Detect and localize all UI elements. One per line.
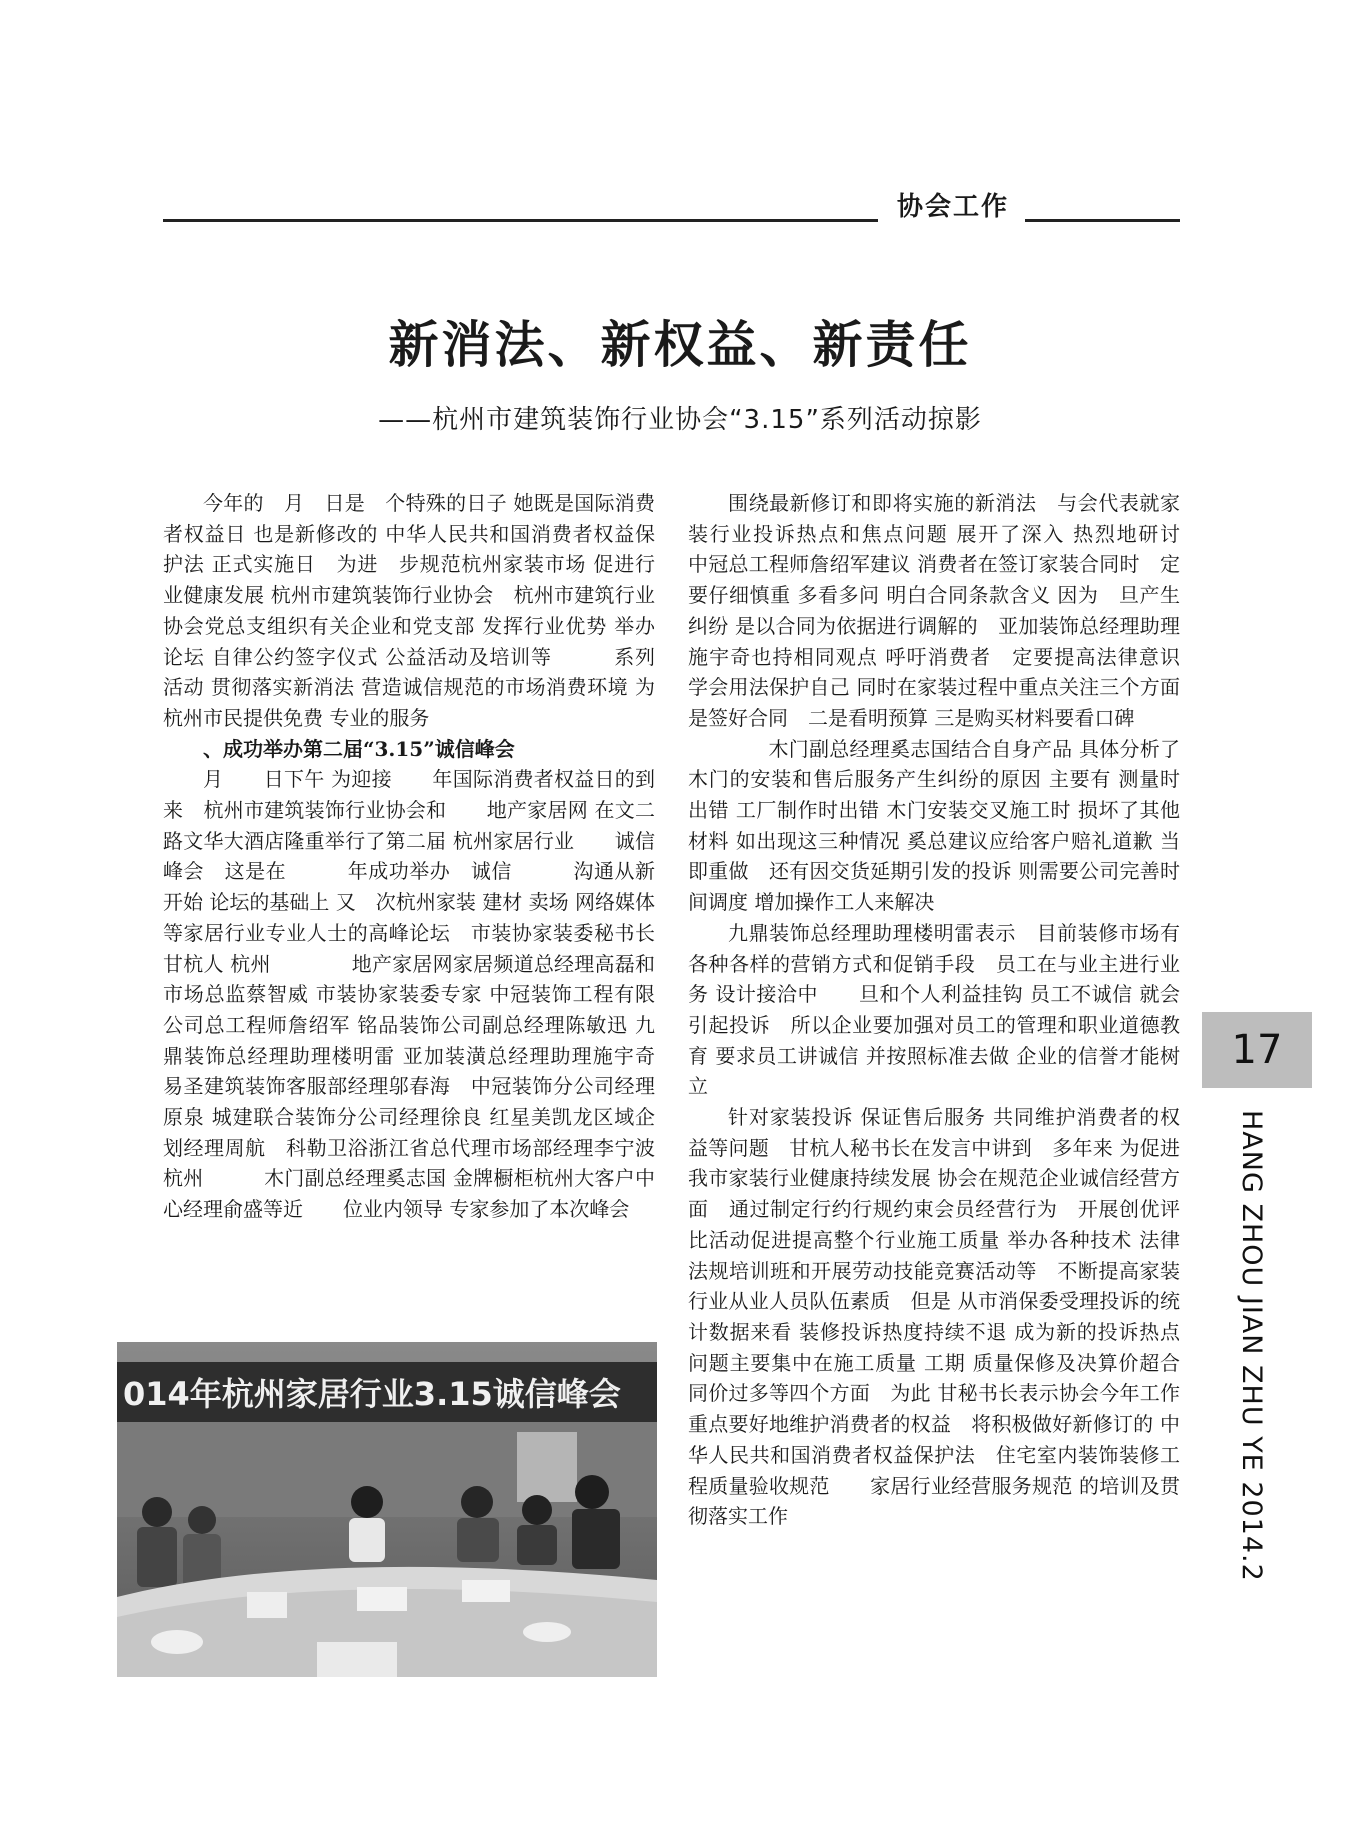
left-column — [163, 488, 655, 1225]
right-column — [688, 488, 1220, 1532]
section-label: 协会工作 — [896, 192, 1009, 222]
photo-banner: 014年杭州家居行业3.15诚信峰会 — [123, 1375, 621, 1413]
secretary-paragraph: 针对家装投诉 保证售后服务 共同维护消费者的权益等问题 甘杭人秘书长在发言中讲到 多年来 为促进我市家装行业健康持续发展 协会在规范企业诚信经营方面 通过制定行约行规约束会员经营行为 开展创优评比活动促进提高整个行业施工质量 举办各种技术 法律法规培训班和开展劳动技能竞赛活动等 不断提高家装行业从业人员队伍素质 但是 从市消保委受理投诉的统计数据来看 装修投诉热度持续不退 成为新的投诉热点 问题主要集中在施工质量 工期 质量保修及决算价超合同价过多等四个方面 为此 甘秘书长表示协会今年工作重点要好地维护消费者的权益 将积极做好新修订的 中华人民共和国消费者权益保护法 住宅室内装饰装修工程质量验收规范 家居行业经营服务规范 的培训及贯彻落实工作 — [688, 1105, 1180, 1529]
summit-photo-illustration — [117, 1342, 657, 1677]
section-heading: 、成功举办第二届“3.15”诚信峰会 — [203, 736, 515, 761]
article-subtitle: ——杭州市建筑装饰行业协会“3.15”系列活动掠影 — [378, 405, 982, 435]
discussion-paragraph: 围绕最新修订和即将实施的新消法 与会代表就家装行业投诉热点和焦点问题 展开了深入 热烈地研讨 中冠总工程师詹绍军建议 消费者在签订家装合同时 定要仔细慎重 多看多问 明白合同条款含义 因为 旦产生纠纷 是以合同为依据进行调解的 亚加装饰总经理助理施宇奇也持相同观点 呼吁消费者 定要提高法律意识 学会用法保护自己 同时在家装过程中重点关注三个方面 是签好合同 二是看明预算 三是购买材料要看口碑 — [688, 491, 1220, 730]
article-title: 新消法、新权益、新责任 — [388, 316, 972, 374]
header-rule-left — [163, 219, 878, 222]
header-rule-right — [1025, 219, 1180, 222]
door-paragraph: 木门副总经理奚志国结合自身产品 具体分析了木门的安装和售后服务产生纠纷的原因 主要有 测量时出错 工厂制作时出错 木门安装交叉施工时 损坏了其他材料 如出现这三种情况 奚总建议应给客户赔礼道歉 当即重做 还有因交货延期引发的投诉 则需要公司完善时间调度 增加操作工人来解决 — [688, 736, 1180, 915]
summit-photo — [117, 1342, 657, 1677]
jiuding-paragraph: 九鼎装饰总经理助理楼明雷表示 目前装修市场有各种各样的营销方式和促销手段 员工在与业主进行业务 设计接洽中 旦和个人利益挂钩 员工不诚信 就会引起投诉 所以企业要加强对员工的管理和职业道德教育 要求员工讲诚信 并按照标准去做 企业的信誉才能树立 — [688, 920, 1180, 1099]
page-number: 17 — [1202, 1012, 1312, 1088]
summit-paragraph: 月 日下午 为迎接 年国际消费者权益日的到来 杭州市建筑装饰行业协会和 地产家居网 在文二路文华大酒店隆重举行了第二届 杭州家居行业 诚信峰会 这是在 年成功举办 诚信 沟通从新开始 论坛的基础上 又 次杭州家装 建材 卖场 网络媒体等家居行业专业人士的高峰论坛 市装协家装委秘书长甘杭人 杭州 地产家居网家居频道总经理高磊和市场总监蔡智威 市装协家装委专家 中冠装饰工程有限公司总工程师詹绍军 铭品装饰公司副总经理陈敏迅 九鼎装饰总经理助理楼明雷 亚加装潢总经理助理施宇奇 易圣建筑装饰客服部经理邬春海 中冠装饰分公司经理原泉 城建联合装饰分公司经理徐良 红星美凯龙区域企划经理周航 科勒卫浴浙江省总代理市场部经理李宁波 杭州 木门副总经理奚志国 金牌橱柜杭州大客户中心经理俞盛等近 位业内领导 专家参加了本次峰会 — [163, 767, 655, 1222]
intro-paragraph: 今年的 月 日是 个特殊的日子 她既是国际消费者权益日 也是新修改的 中华人民共和国消费者权益保护法 正式实施日 为进 步规范杭州家装市场 促进行业健康发展 杭州市建筑装饰行业协会 杭州市建筑行业协会党总支组织有关企业和党支部 发挥行业优势 举办论坛 自律公约签字仪式 公益活动及培训等 系列活动 贯彻落实新消法 营造诚信规范的市场消费环境 为杭州市民提供免费 专业的服务 — [163, 491, 655, 730]
journal-name-text: HANG ZHOU JIAN ZHU YE 2014.2 — [1236, 1110, 1267, 1582]
